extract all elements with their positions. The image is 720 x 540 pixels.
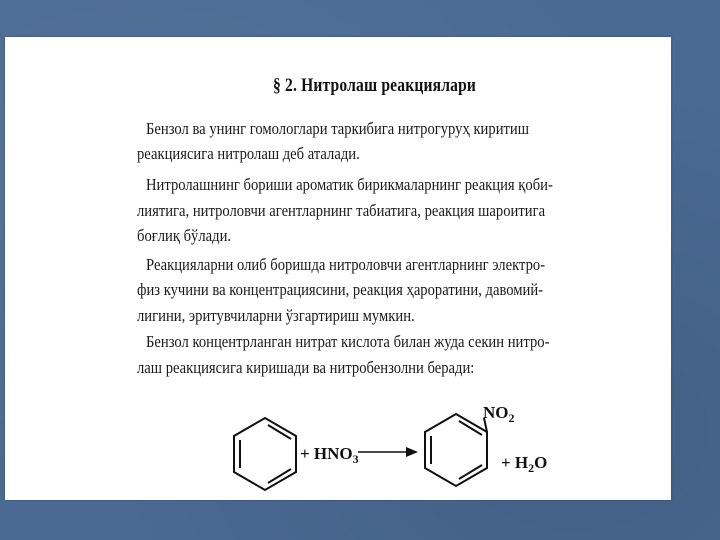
paragraph-line: лаш реакциясига киришади ва нитробензолни беради: <box>137 358 475 377</box>
byproduct-label: + $H_2O$ <box>501 453 548 475</box>
paragraph-line: Нитролашнинг бориши ароматик бирикмаларнинг реакция қоби- <box>146 175 553 194</box>
benzene-ring <box>234 418 296 490</box>
paragraph-line: лигини, эритувчиларни ўзгартириш мумкин. <box>137 306 415 325</box>
nitrobenzene-ring <box>425 414 487 486</box>
paragraph-line: Бензол ва унинг гомологлари таркибига нитрогуруҳ киритиш <box>146 119 529 138</box>
nitro-group-label: $NO_2$ <box>483 403 515 425</box>
paragraph-line: боғлиқ бўлади. <box>137 226 232 245</box>
paragraph-line: лиятига, нитроловчи агентларнинг табиатига, реакция шароитига <box>137 201 546 220</box>
paragraph-line: физ кучини ва концентрациясини, реакция ҳароратини, давомий- <box>137 280 544 299</box>
paragraph-line: Бензол концентрланган нитрат кислота билан жуда секин нитро- <box>146 332 550 351</box>
section-heading: § 2. Нитролаш реакциялари <box>273 75 477 96</box>
paragraph-line: реакциясига нитролаш деб аталади. <box>137 144 360 163</box>
reaction-arrow <box>358 447 418 457</box>
reagent-label: + $HNO_3$ <box>300 444 359 466</box>
paragraph-line: Реакцияларни олиб боришда нитроловчи агентларнинг электро- <box>146 255 546 274</box>
